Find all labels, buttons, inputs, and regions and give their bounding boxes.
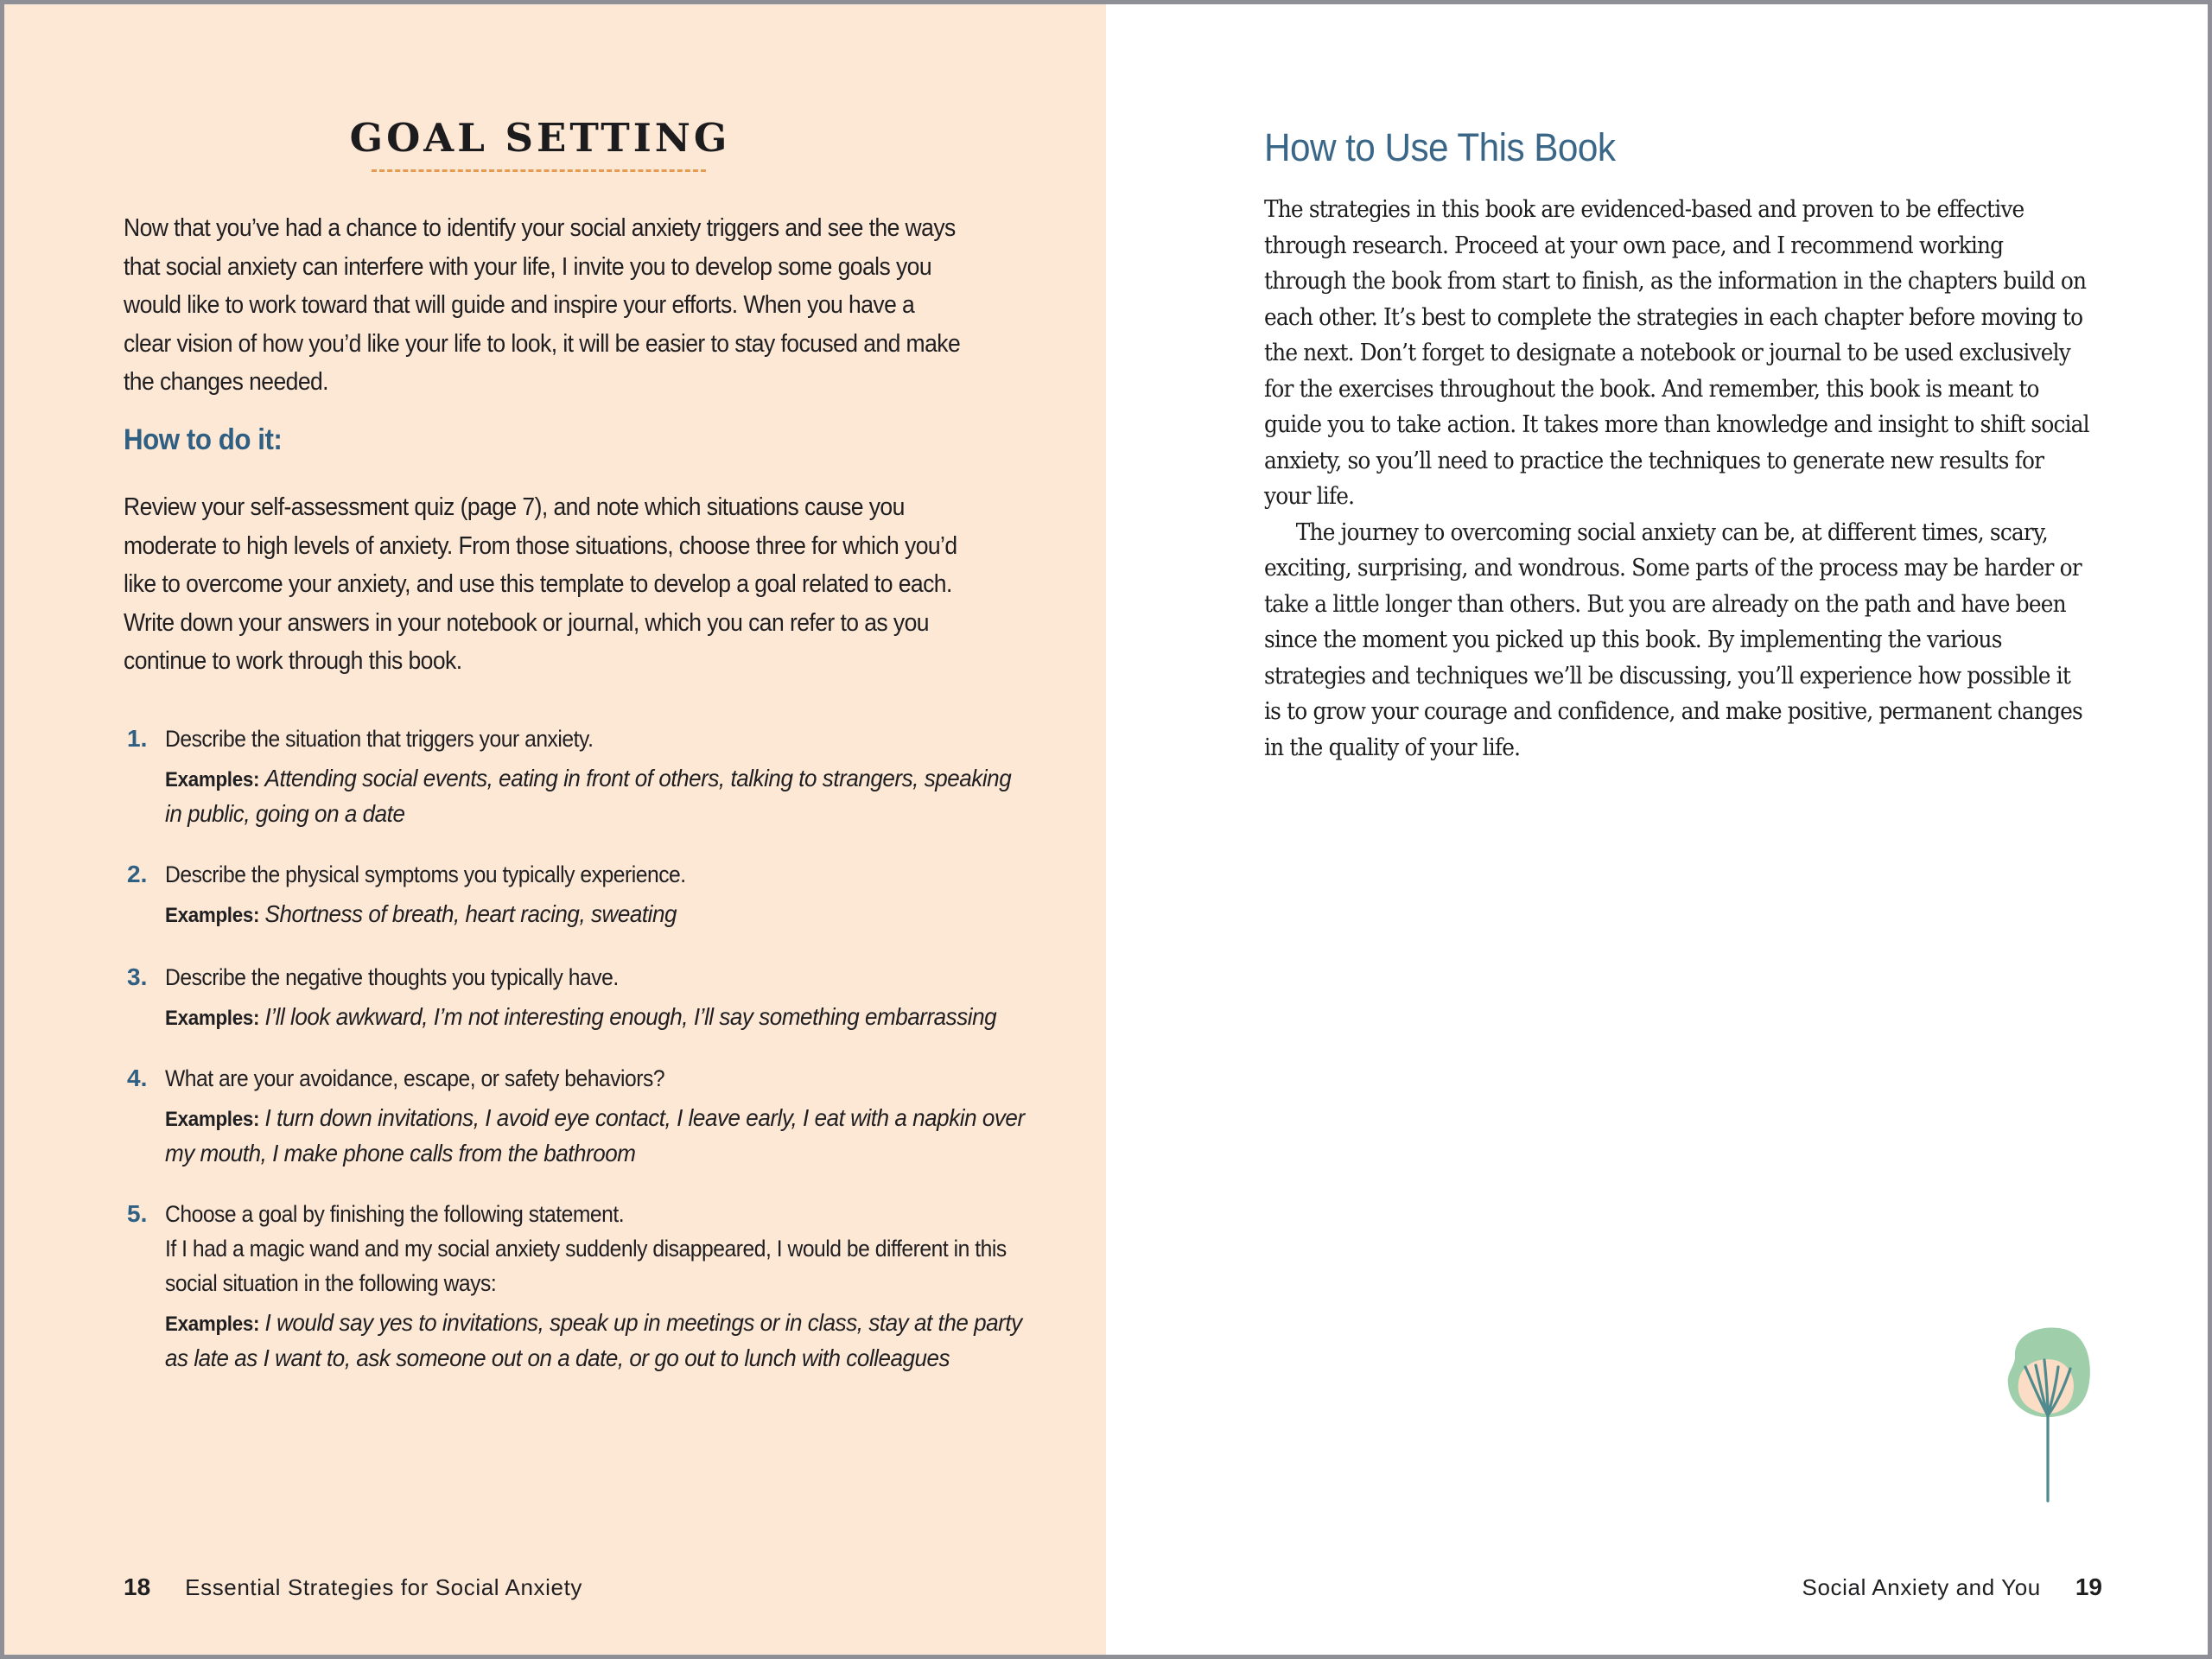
step-prompt: What are your avoidance, escape, or safety behaviors? <box>165 1065 665 1091</box>
step-number: 2. <box>127 861 148 887</box>
list-item <box>124 721 1039 831</box>
examples-label: Examples: <box>165 1108 260 1131</box>
step-examples <box>165 761 1029 831</box>
dashed-divider <box>372 169 706 172</box>
intro-paragraph: Now that you’ve had a chance to identify your social anxiety triggers and see the ways that social anxiety can interfere with your life, I invite you to develop some goals you would like to work toward that will guide and inspire your efforts. When you have a clear vision of how you’d like your life to look, it will be easier to stay focused and make the changes needed. <box>124 214 961 397</box>
step-prompt: Describe the situation that triggers your anxiety. <box>165 726 594 752</box>
examples-text: Shortness of breath, heart racing, sweating <box>264 900 677 927</box>
right-footer <box>1802 1573 2102 1601</box>
step-prompt: Describe the negative thoughts you typically have. <box>165 964 619 990</box>
step-number: 4. <box>127 1065 148 1091</box>
examples-text: I’ll look awkward, I’m not interesting enough, I’ll say something embarrassing <box>264 1003 997 1030</box>
steps-list <box>124 721 1039 1395</box>
paragraph: The strategies in this book are evidenced-based and proven to be effective through research. Proceed at your own pace, and I recommend working through the book from start to finish, as the information in the chapters build on each other. It’s best to complete the strategies in each chapter before moving to the next. Don’t forget to designate a notebook or journal to be used exclusively for the exercises throughout the book. And remember, this book is meant to guide you to take action. It takes more than knowledge and insight to shift social anxiety, so you’ll need to practice the techniques to generate new results for your life. <box>1264 196 2089 510</box>
step-number: 1. <box>127 725 148 752</box>
list-item <box>124 1061 1039 1171</box>
section-title: How to Use This Book <box>1264 125 1616 169</box>
step-number: 3. <box>127 963 148 990</box>
page-number: 19 <box>2075 1573 2102 1600</box>
page-number: 18 <box>124 1573 151 1600</box>
instructions-paragraph: Review your self-assessment quiz (page 7), and note which situations cause you moderate to high levels of anxiety. From those situations, choose three for which you’d like to overcome your anxiety, and use this template to develop a goal related to each. Write down your answers in your notebook or journal, which you can refer to as you continue to work through this book. <box>124 493 957 676</box>
right-page <box>1106 4 2208 1655</box>
step-body <box>165 1197 1029 1376</box>
examples-text: Attending social events, eating in front of others, talking to strangers, speaking in public, going on a date <box>165 765 1012 827</box>
running-head: Essential Strategies for Social Anxiety <box>185 1574 582 1600</box>
paragraph: The journey to overcoming social anxiety can be, at different times, scary, exciting, surprising, and wondrous. Some parts of the process may be harder or take a little longer than others. But you are already on the path and have been since the moment you picked up this book. By implementing the various strategies and techniques we’ll be discussing, you’ll experience how possible it is to grow your courage and confidence, and make positive, permanent changes in the quality of your life. <box>1264 518 2082 761</box>
step-statement: If I had a magic wand and my social anxiety suddenly disappeared, I would be different in this social situation in the following ways: <box>165 1236 1007 1296</box>
step-examples <box>165 1306 1029 1376</box>
page-title: GOAL SETTING <box>349 115 731 161</box>
examples-text: I would say yes to invitations, speak up in meetings or in class, stay at the party as late as I want to, ask someone out on a date, or go out to lunch with colleagues <box>165 1309 1022 1371</box>
step-body <box>165 721 1029 831</box>
step-body <box>165 1061 1029 1171</box>
running-head: Social Anxiety and You <box>1802 1574 2041 1600</box>
step-body <box>165 857 1029 932</box>
list-item <box>124 857 1039 932</box>
body-text <box>1264 192 2089 766</box>
step-body <box>165 960 1029 1035</box>
step-examples <box>165 1000 1029 1035</box>
examples-label: Examples: <box>165 904 260 927</box>
step-prompt: Describe the physical symptoms you typically experience. <box>165 861 686 887</box>
plant-icon <box>1996 1322 2100 1512</box>
list-item <box>124 960 1039 1035</box>
examples-text: I turn down invitations, I avoid eye contact, I leave early, I eat with a napkin over my mouth, I make phone calls from the bathroom <box>165 1104 1025 1166</box>
step-prompt: Choose a goal by finishing the following statement. <box>165 1201 625 1227</box>
left-footer <box>124 1573 582 1601</box>
examples-label: Examples: <box>165 1007 260 1030</box>
book-spread <box>4 4 2208 1655</box>
examples-label: Examples: <box>165 768 260 791</box>
step-examples <box>165 897 1029 932</box>
list-item <box>124 1197 1039 1376</box>
step-examples <box>165 1101 1029 1171</box>
step-number: 5. <box>127 1200 148 1227</box>
section-heading: How to do it: <box>124 423 283 456</box>
examples-label: Examples: <box>165 1313 260 1336</box>
left-page <box>4 4 1106 1655</box>
